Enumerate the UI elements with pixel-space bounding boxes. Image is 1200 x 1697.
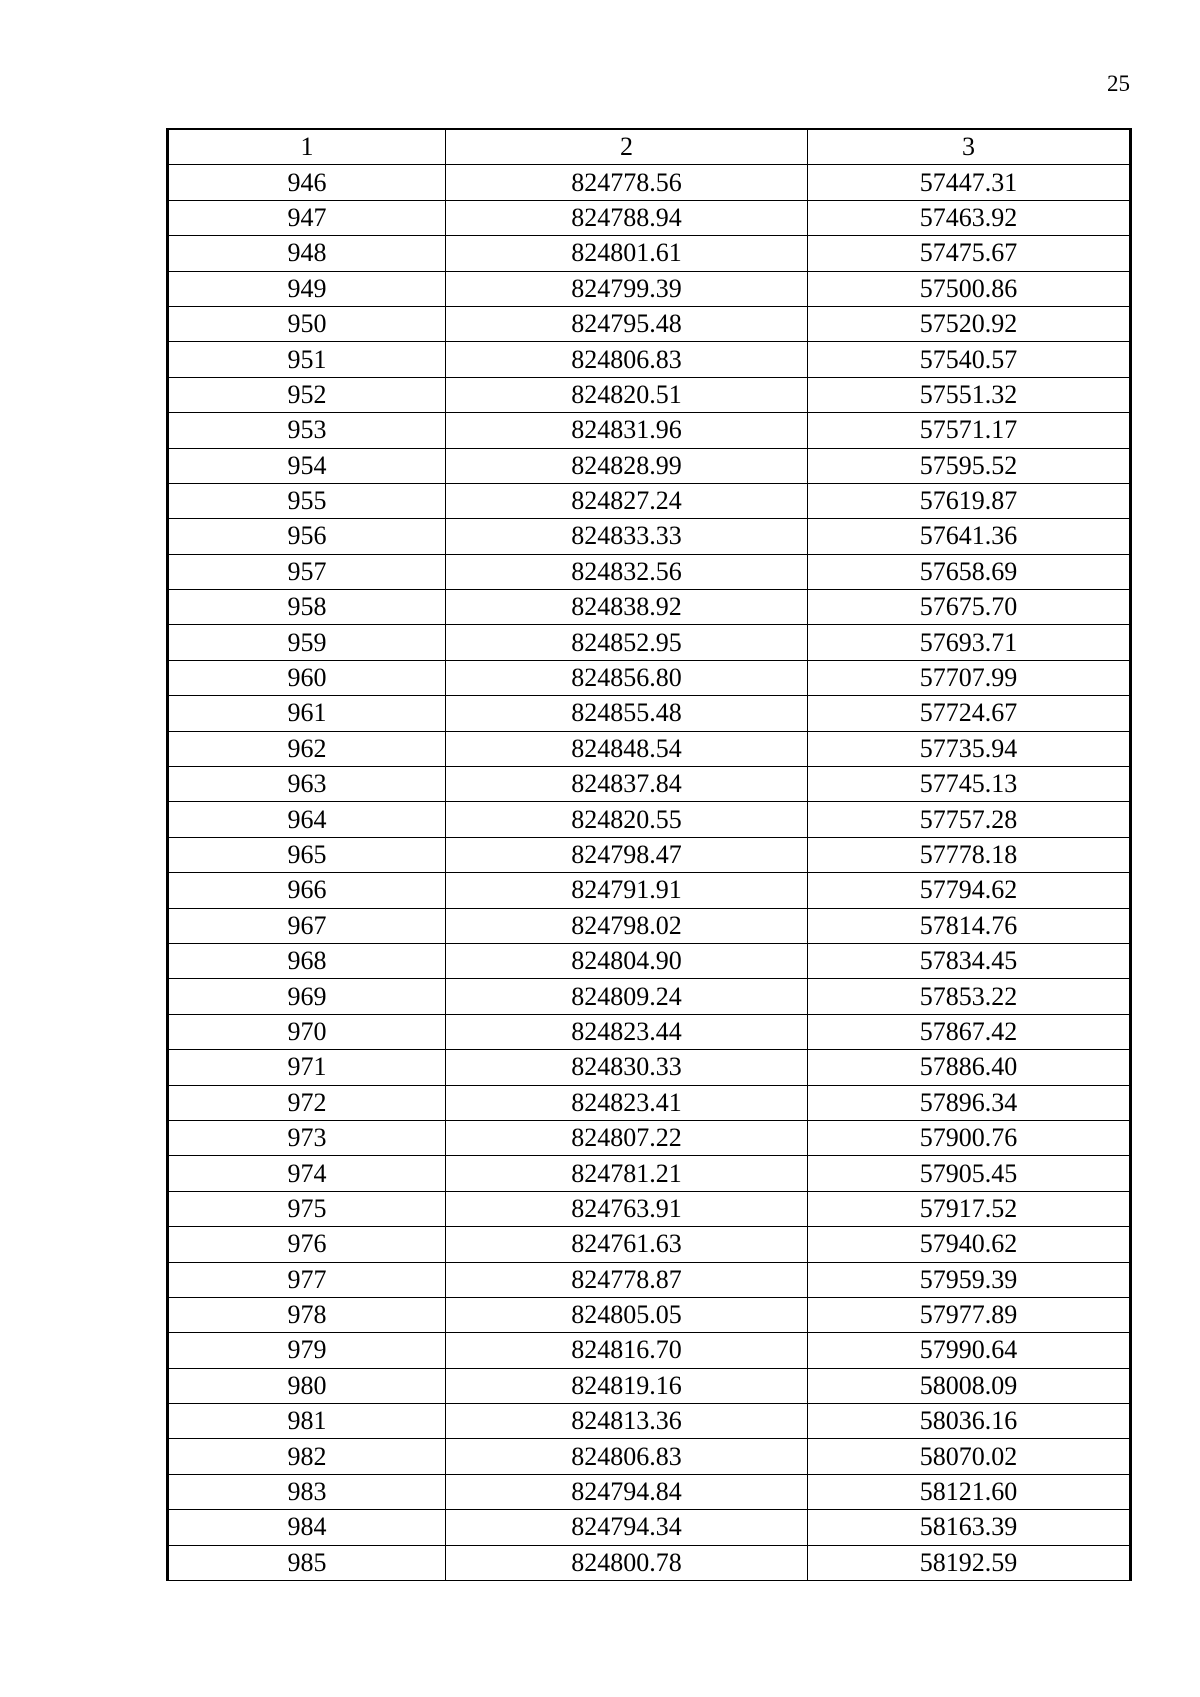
x-coordinate-cell: 824799.39 — [446, 271, 808, 306]
point-number-cell: 967 — [168, 908, 446, 943]
x-coordinate-cell: 824832.56 — [446, 554, 808, 589]
point-number-cell: 954 — [168, 448, 446, 483]
y-coordinate-cell: 57959.39 — [808, 1262, 1131, 1297]
x-coordinate-cell: 824816.70 — [446, 1333, 808, 1368]
table-row — [168, 1474, 1131, 1509]
point-number-cell: 971 — [168, 1050, 446, 1085]
y-coordinate-cell: 57641.36 — [808, 519, 1131, 554]
point-number-cell: 972 — [168, 1085, 446, 1120]
y-coordinate-cell: 58036.16 — [808, 1404, 1131, 1439]
point-number-cell: 979 — [168, 1333, 446, 1368]
y-coordinate-cell: 57500.86 — [808, 271, 1131, 306]
y-coordinate-cell: 57867.42 — [808, 1014, 1131, 1049]
table-row — [168, 236, 1131, 271]
x-coordinate-cell: 824805.05 — [446, 1297, 808, 1332]
x-coordinate-cell: 824781.21 — [446, 1156, 808, 1191]
y-coordinate-cell: 57900.76 — [808, 1120, 1131, 1155]
point-number-cell: 985 — [168, 1545, 446, 1580]
table-row — [168, 979, 1131, 1014]
y-coordinate-cell: 57814.76 — [808, 908, 1131, 943]
y-coordinate-cell: 57658.69 — [808, 554, 1131, 589]
y-coordinate-cell: 57896.34 — [808, 1085, 1131, 1120]
point-number-cell: 975 — [168, 1191, 446, 1226]
table-header-row — [168, 129, 1131, 165]
table-row — [168, 1333, 1131, 1368]
point-number-cell: 955 — [168, 483, 446, 518]
x-coordinate-cell: 824833.33 — [446, 519, 808, 554]
x-coordinate-cell: 824855.48 — [446, 696, 808, 731]
point-number-cell: 970 — [168, 1014, 446, 1049]
x-coordinate-cell: 824804.90 — [446, 943, 808, 978]
table-row — [168, 377, 1131, 412]
point-number-cell: 953 — [168, 413, 446, 448]
y-coordinate-cell: 57745.13 — [808, 767, 1131, 802]
x-coordinate-cell: 824838.92 — [446, 590, 808, 625]
table-row — [168, 1191, 1131, 1226]
x-coordinate-cell: 824848.54 — [446, 731, 808, 766]
x-coordinate-cell: 824807.22 — [446, 1120, 808, 1155]
point-number-cell: 980 — [168, 1368, 446, 1403]
x-coordinate-cell: 824837.84 — [446, 767, 808, 802]
point-number-cell: 961 — [168, 696, 446, 731]
y-coordinate-cell: 57675.70 — [808, 590, 1131, 625]
y-coordinate-cell: 57463.92 — [808, 200, 1131, 235]
table-row — [168, 837, 1131, 872]
column-header-3: 3 — [808, 129, 1131, 165]
x-coordinate-cell: 824813.36 — [446, 1404, 808, 1439]
x-coordinate-cell: 824806.83 — [446, 1439, 808, 1474]
point-number-cell: 981 — [168, 1404, 446, 1439]
y-coordinate-cell: 57724.67 — [808, 696, 1131, 731]
x-coordinate-cell: 824763.91 — [446, 1191, 808, 1226]
y-coordinate-cell: 57595.52 — [808, 448, 1131, 483]
x-coordinate-cell: 824852.95 — [446, 625, 808, 660]
x-coordinate-cell: 824831.96 — [446, 413, 808, 448]
x-coordinate-cell: 824778.87 — [446, 1262, 808, 1297]
y-coordinate-cell: 57693.71 — [808, 625, 1131, 660]
y-coordinate-cell: 58121.60 — [808, 1474, 1131, 1509]
point-number-cell: 959 — [168, 625, 446, 660]
column-header-1: 1 — [168, 129, 446, 165]
x-coordinate-cell: 824794.34 — [446, 1510, 808, 1545]
point-number-cell: 947 — [168, 200, 446, 235]
x-coordinate-cell: 824795.48 — [446, 306, 808, 341]
x-coordinate-cell: 824809.24 — [446, 979, 808, 1014]
y-coordinate-cell: 57520.92 — [808, 306, 1131, 341]
x-coordinate-cell: 824798.47 — [446, 837, 808, 872]
column-header-2: 2 — [446, 129, 808, 165]
page-number: 25 — [1107, 71, 1130, 96]
table-row — [168, 200, 1131, 235]
point-number-cell: 958 — [168, 590, 446, 625]
point-number-cell: 982 — [168, 1439, 446, 1474]
point-number-cell: 950 — [168, 306, 446, 341]
table-row — [168, 554, 1131, 589]
x-coordinate-cell: 824820.55 — [446, 802, 808, 837]
point-number-cell: 976 — [168, 1227, 446, 1262]
table-row — [168, 448, 1131, 483]
table-row — [168, 908, 1131, 943]
point-number-cell: 973 — [168, 1120, 446, 1155]
table-row — [168, 873, 1131, 908]
table-row — [168, 1227, 1131, 1262]
point-number-cell: 965 — [168, 837, 446, 872]
table-row — [168, 1014, 1131, 1049]
point-number-cell: 963 — [168, 767, 446, 802]
table-row — [168, 1404, 1131, 1439]
table-row — [168, 943, 1131, 978]
coordinates-table — [166, 128, 1132, 1581]
y-coordinate-cell: 57853.22 — [808, 979, 1131, 1014]
table-row — [168, 271, 1131, 306]
table-row — [168, 1120, 1131, 1155]
y-coordinate-cell: 57977.89 — [808, 1297, 1131, 1332]
y-coordinate-cell: 57794.62 — [808, 873, 1131, 908]
point-number-cell: 951 — [168, 342, 446, 377]
point-number-cell: 974 — [168, 1156, 446, 1191]
table-row — [168, 342, 1131, 377]
y-coordinate-cell: 57757.28 — [808, 802, 1131, 837]
x-coordinate-cell: 824819.16 — [446, 1368, 808, 1403]
table-row — [168, 306, 1131, 341]
y-coordinate-cell: 57886.40 — [808, 1050, 1131, 1085]
y-coordinate-cell: 57475.67 — [808, 236, 1131, 271]
table-row — [168, 1085, 1131, 1120]
x-coordinate-cell: 824820.51 — [446, 377, 808, 412]
point-number-cell: 957 — [168, 554, 446, 589]
point-number-cell: 949 — [168, 271, 446, 306]
y-coordinate-cell: 57735.94 — [808, 731, 1131, 766]
y-coordinate-cell: 57905.45 — [808, 1156, 1131, 1191]
point-number-cell: 964 — [168, 802, 446, 837]
table-row — [168, 1510, 1131, 1545]
x-coordinate-cell: 824828.99 — [446, 448, 808, 483]
table-row — [168, 590, 1131, 625]
x-coordinate-cell: 824761.63 — [446, 1227, 808, 1262]
x-coordinate-cell: 824806.83 — [446, 342, 808, 377]
y-coordinate-cell: 57834.45 — [808, 943, 1131, 978]
y-coordinate-cell: 57619.87 — [808, 483, 1131, 518]
point-number-cell: 956 — [168, 519, 446, 554]
table-row — [168, 519, 1131, 554]
x-coordinate-cell: 824778.56 — [446, 165, 808, 200]
point-number-cell: 978 — [168, 1297, 446, 1332]
point-number-cell: 952 — [168, 377, 446, 412]
point-number-cell: 977 — [168, 1262, 446, 1297]
x-coordinate-cell: 824823.44 — [446, 1014, 808, 1049]
table-body — [168, 165, 1131, 1581]
y-coordinate-cell: 57540.57 — [808, 342, 1131, 377]
point-number-cell: 960 — [168, 660, 446, 695]
x-coordinate-cell: 824791.91 — [446, 873, 808, 908]
y-coordinate-cell: 57990.64 — [808, 1333, 1131, 1368]
x-coordinate-cell: 824800.78 — [446, 1545, 808, 1580]
table-row — [168, 625, 1131, 660]
y-coordinate-cell: 58008.09 — [808, 1368, 1131, 1403]
table-row — [168, 483, 1131, 518]
table-row — [168, 1368, 1131, 1403]
point-number-cell: 984 — [168, 1510, 446, 1545]
y-coordinate-cell: 58163.39 — [808, 1510, 1131, 1545]
point-number-cell: 966 — [168, 873, 446, 908]
y-coordinate-cell: 57778.18 — [808, 837, 1131, 872]
point-number-cell: 983 — [168, 1474, 446, 1509]
table-row — [168, 1050, 1131, 1085]
table-row — [168, 731, 1131, 766]
y-coordinate-cell: 57940.62 — [808, 1227, 1131, 1262]
y-coordinate-cell: 57551.32 — [808, 377, 1131, 412]
table-row — [168, 767, 1131, 802]
x-coordinate-cell: 824794.84 — [446, 1474, 808, 1509]
y-coordinate-cell: 57571.17 — [808, 413, 1131, 448]
table-row — [168, 413, 1131, 448]
table-row — [168, 165, 1131, 200]
x-coordinate-cell: 824830.33 — [446, 1050, 808, 1085]
point-number-cell: 969 — [168, 979, 446, 1014]
point-number-cell: 948 — [168, 236, 446, 271]
y-coordinate-cell: 57447.31 — [808, 165, 1131, 200]
table-row — [168, 1262, 1131, 1297]
table-row — [168, 660, 1131, 695]
table-row — [168, 1439, 1131, 1474]
y-coordinate-cell: 58070.02 — [808, 1439, 1131, 1474]
x-coordinate-cell: 824798.02 — [446, 908, 808, 943]
table-row — [168, 1297, 1131, 1332]
table-row — [168, 696, 1131, 731]
x-coordinate-cell: 824827.24 — [446, 483, 808, 518]
point-number-cell: 962 — [168, 731, 446, 766]
y-coordinate-cell: 57917.52 — [808, 1191, 1131, 1226]
x-coordinate-cell: 824856.80 — [446, 660, 808, 695]
point-number-cell: 968 — [168, 943, 446, 978]
point-number-cell: 946 — [168, 165, 446, 200]
table-row — [168, 1545, 1131, 1580]
x-coordinate-cell: 824788.94 — [446, 200, 808, 235]
table-row — [168, 802, 1131, 837]
y-coordinate-cell: 57707.99 — [808, 660, 1131, 695]
table-row — [168, 1156, 1131, 1191]
y-coordinate-cell: 58192.59 — [808, 1545, 1131, 1580]
x-coordinate-cell: 824801.61 — [446, 236, 808, 271]
x-coordinate-cell: 824823.41 — [446, 1085, 808, 1120]
